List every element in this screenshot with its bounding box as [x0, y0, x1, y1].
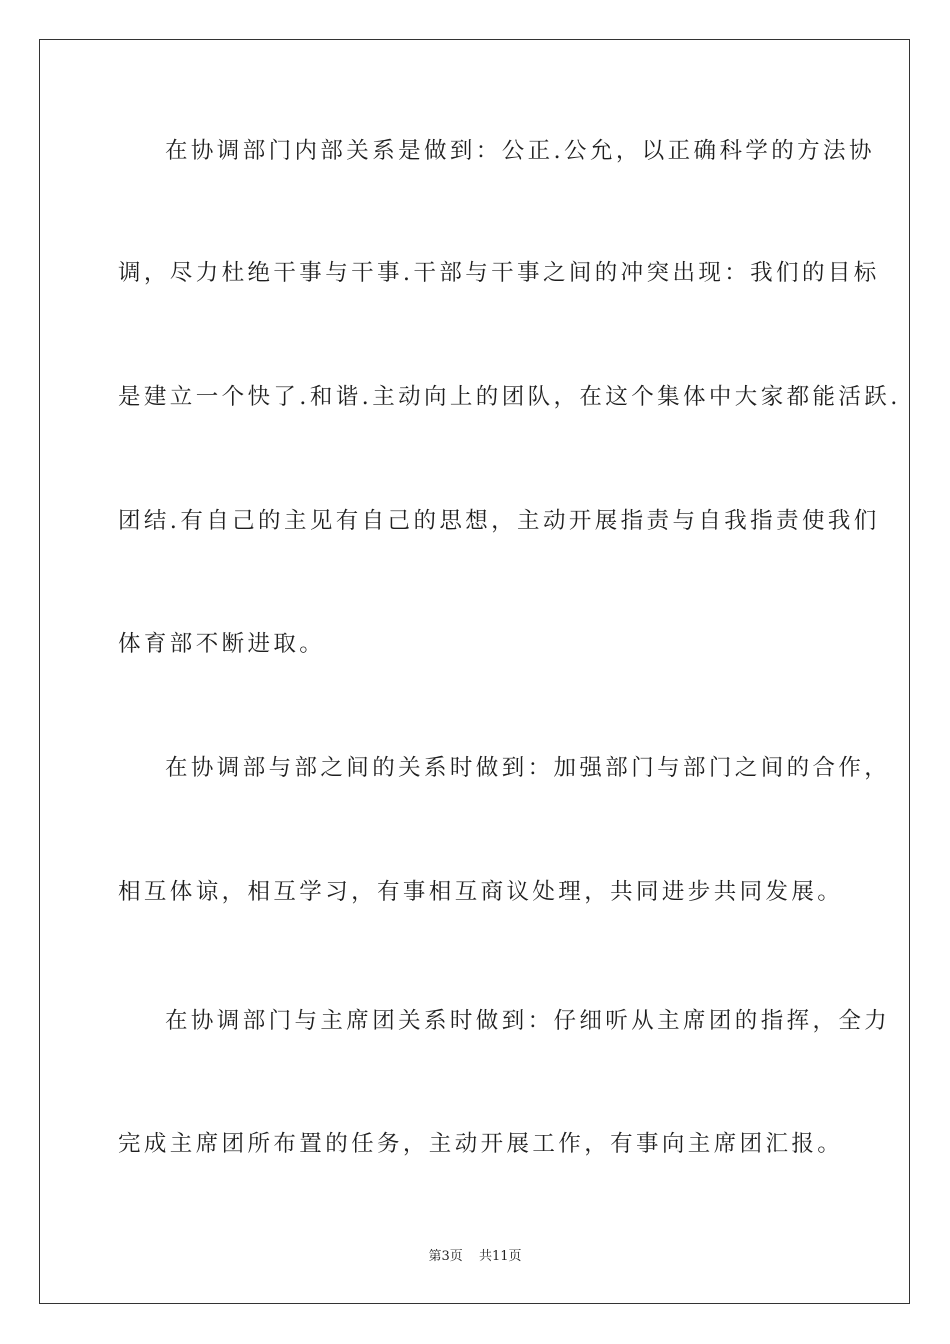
paragraph-2-line-1: 在协调部与部之间的关系时做到：加强部门与部门之间的合作，	[165, 755, 891, 781]
paragraph-1-line-1: 在协调部门内部关系是做到：公正.公允，以正确科学的方法协	[165, 138, 875, 164]
paragraph-3-line-1: 在协调部门与主席团关系时做到：仔细听从主席团的指挥，全力	[165, 1008, 891, 1034]
page-border	[39, 39, 910, 1304]
paragraph-2-line-2: 相互体谅，相互学习，有事相互商议处理，共同进步共同发展。	[118, 879, 844, 905]
page-number: 第3页	[428, 1249, 463, 1264]
paragraph-3-line-2: 完成主席团所布置的任务，主动开展工作，有事向主席团汇报。	[118, 1131, 844, 1157]
paragraph-1-line-2: 调，尽力杜绝干事与干事.干部与干事之间的冲突出现：我们的目标	[118, 260, 880, 286]
paragraph-1-line-5: 体育部不断进取。	[118, 631, 326, 657]
page-total: 共11页	[478, 1249, 522, 1264]
paragraph-1-line-3: 是建立一个快了.和谐.主动向上的团队，在这个集体中大家都能活跃.	[118, 384, 901, 410]
paragraph-1-line-4: 团结.有自己的主见有自己的思想，主动开展指责与自我指责使我们	[118, 508, 880, 534]
page-footer	[0, 1248, 950, 1266]
